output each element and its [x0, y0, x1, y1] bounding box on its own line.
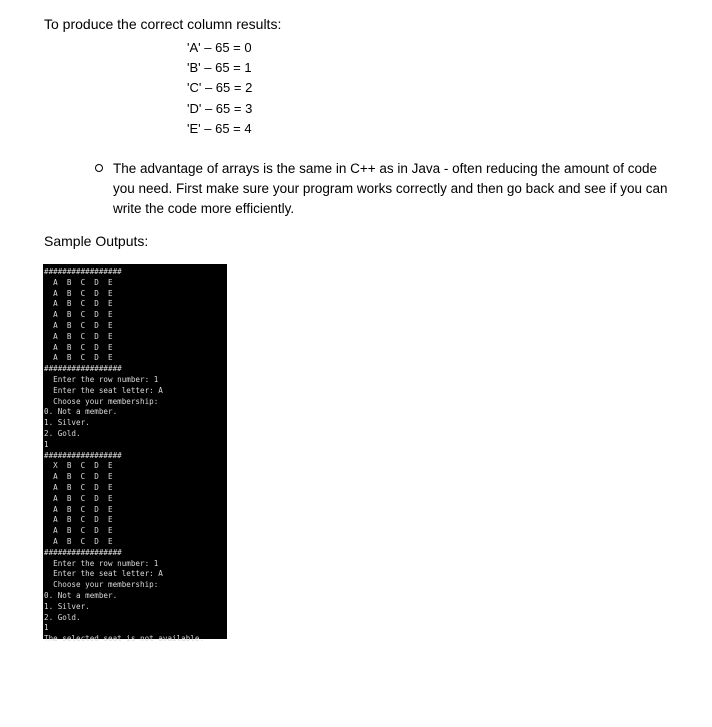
equation-line: 'A' – 65 = 0 [187, 40, 252, 55]
console-line: 1 [44, 439, 49, 449]
console-output [43, 264, 227, 644]
console-line: 1 [44, 623, 49, 633]
console-line: A B C D E [44, 493, 113, 503]
console-line: 2. Gold. [44, 612, 81, 622]
equation-line: 'E' – 65 = 4 [187, 120, 252, 136]
console-line: 1. Silver. [44, 601, 90, 611]
console-line: Enter the row number: 1 [44, 375, 159, 384]
bullet-text: The advantage of arrays is the same in C++ as in Java - often reducing the amount of code you need. First make sure your program works correctly and then go back and see if you can write the code more efficiently. [113, 161, 668, 216]
bullet-item [95, 159, 675, 219]
console-line: A B C D E [44, 483, 113, 492]
console-line: Enter the row number: 1 [44, 558, 159, 568]
console-line: 0. Not a member. [44, 407, 118, 417]
sample-outputs-label: Sample Outputs: [44, 233, 149, 249]
hollow-bullet-icon [95, 164, 103, 172]
console-line: X B C D E [44, 461, 113, 471]
console-line: 1. Silver. [44, 418, 90, 428]
equation-line: 'C' – 65 = 2 [187, 80, 253, 96]
console-line: A B C D E [44, 537, 113, 546]
console-line: ################# [44, 547, 122, 557]
console-line: A B C D E [44, 288, 113, 298]
console-line: ################# [44, 450, 122, 460]
console-line: A B C D E [44, 526, 113, 536]
console-line: A B C D E [44, 331, 113, 341]
console-line: 2. Gold. [44, 429, 81, 438]
console-line: ################# [44, 364, 122, 374]
console-line: Enter the seat letter: A [44, 569, 163, 579]
console-line: Choose your membership: [44, 580, 159, 590]
section-heading: To produce the correct column results: [44, 16, 282, 32]
console-line: A B C D E [44, 321, 113, 330]
equation-line: 'B' – 65 = 1 [187, 60, 252, 76]
console-line: A B C D E [44, 504, 113, 514]
console-line: Choose your membership: [44, 396, 159, 406]
console-line: A B C D E [44, 353, 113, 363]
console-line: The selected seat is not available. [44, 634, 205, 644]
console-line: ################# [44, 267, 122, 276]
equation-list [187, 38, 252, 139]
console-line: A B C D E [44, 299, 113, 309]
console-line: Enter the seat letter: A [44, 385, 163, 395]
console-line: 0. Not a member. [44, 591, 118, 600]
console-line: A B C D E [44, 310, 113, 320]
console-line: A B C D E [44, 515, 113, 525]
console-line: A B C D E [44, 342, 113, 352]
equation-line: 'D' – 65 = 3 [187, 100, 253, 116]
console-line: A B C D E [44, 277, 113, 287]
console-line: A B C D E [44, 472, 113, 482]
